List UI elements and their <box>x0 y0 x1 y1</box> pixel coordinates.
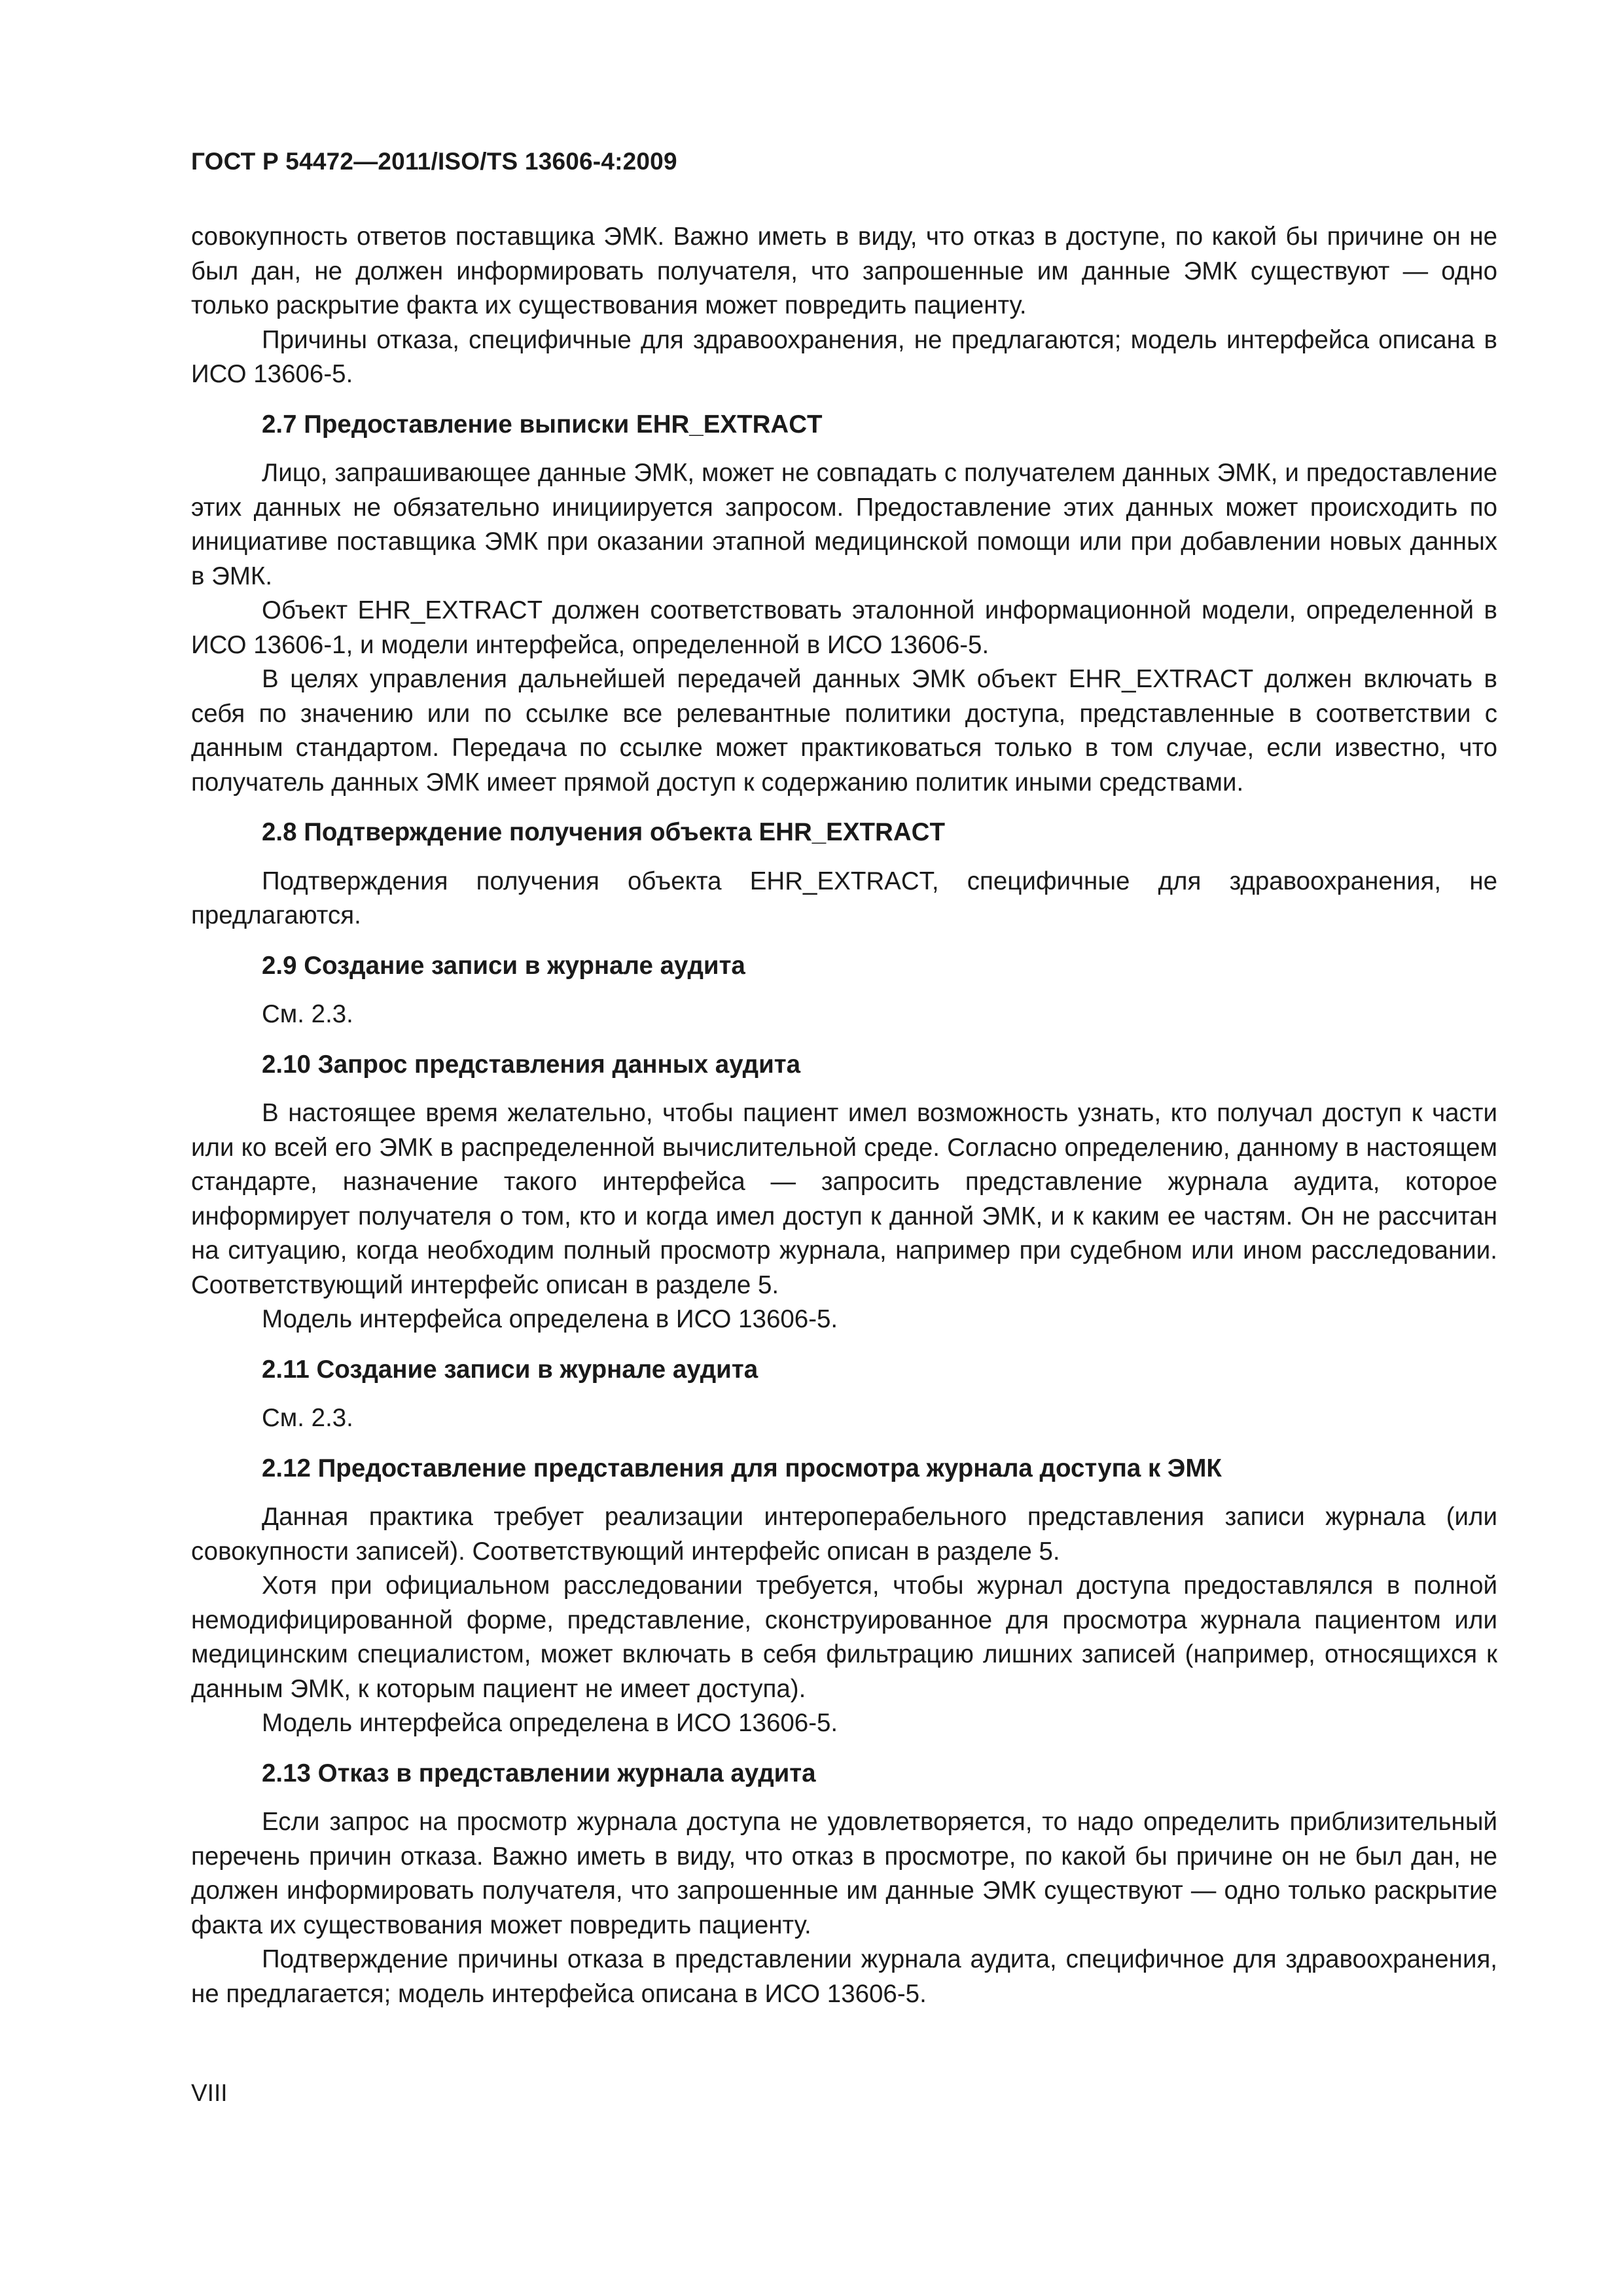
section-heading-2-12: 2.12 Предоставление представления для просмотра журнала доступа к ЭМК <box>262 1454 1222 1482</box>
paragraph: В настоящее время желательно, чтобы пациент имел возможность узнать, кто получал доступ к части или ко всей его ЭМК в распределенной вычислительной среде. Согласно определению, данному в настоящем стандарте, назначение такого интерфейса — запросить представление журнала аудита, которое информирует получателя о том, кто и когда имел доступ к данной ЭМК, и к каким ее частям. Он не рассчитан на ситуацию, когда необходим полный просмотр журнала, например при судебном или ином расследовании. Соответствующий интерфейс описан в разделе 5. <box>191 1099 1497 1299</box>
paragraph: См. 2.3. <box>262 1000 353 1028</box>
paragraph: Модель интерфейса определена в ИСО 13606-5. <box>262 1709 838 1737</box>
paragraph: Подтверждения получения объекта EHR_EXTRACT, специфичные для здравоохранения, не предлагаются. <box>191 867 1497 929</box>
section-heading-2-10: 2.10 Запрос представления данных аудита <box>262 1050 801 1079</box>
paragraph: В целях управления дальнейшей передачей данных ЭМК объект EHR_EXTRACT должен включать в себя по значению или по ссылке все релевантные политики доступа, представленные в соответствии с данным стандартом. Передача по ссылке может практиковаться только в том случае, если известно, что получатель данных ЭМК имеет прямой доступ к содержанию политик иными средствами. <box>191 665 1497 797</box>
document-header: ГОСТ Р 54472—2011/ISO/TS 13606-4:2009 <box>191 148 677 175</box>
paragraph: Модель интерфейса определена в ИСО 13606-5. <box>262 1305 838 1333</box>
paragraph: Если запрос на просмотр журнала доступа не удовлетворяется, то надо определить приблизительный перечень причин отказа. Важно иметь в виду, что отказ в просмотре, по какой бы причине он не был дан, не должен информировать получателя, что запрошенные им данные ЭМК существуют — одно только раскрытие факта их существования может повредить пациенту. <box>191 1808 1497 1939</box>
paragraph: Лицо, запрашивающее данные ЭМК, может не совпадать с получателем данных ЭМК, и предоставление этих данных не обязательно инициируется запросом. Предоставление этих данных может происходить по инициативе поставщика ЭМК при оказании этапной медицинской помощи или при добавлении новых данных в ЭМК. <box>191 459 1497 590</box>
paragraph: Подтверждение причины отказа в представлении журнала аудита, специфичное для здравоохранения, не предлагается; модель интерфейса описана в ИСО 13606-5. <box>191 1945 1497 2008</box>
section-heading-2-11: 2.11 Создание записи в журнале аудита <box>262 1355 758 1384</box>
section-heading-2-8: 2.8 Подтверждение получения объекта EHR_EXTRACT <box>262 818 945 846</box>
section-heading-2-13: 2.13 Отказ в представлении журнала аудита <box>262 1759 816 1787</box>
paragraph: Объект EHR_EXTRACT должен соответствовать эталонной информационной модели, определенной в ИСО 13606-1, и модели интерфейса, определенной в ИСО 13606-5. <box>191 596 1497 659</box>
paragraph: совокупность ответов поставщика ЭМК. Важно иметь в виду, что отказ в доступе, по какой бы причине он не был дан, не должен информировать получателя, что запрошенные им данные ЭМК существуют — одно только раскрытие факта их существования может повредить пациенту. <box>191 223 1497 319</box>
paragraph: Данная практика требует реализации интероперабельного представления записи журнала (или совокупности записей). Соответствующий интерфейс описан в разделе 5. <box>191 1503 1497 1566</box>
paragraph: См. 2.3. <box>262 1404 353 1432</box>
paragraph: Хотя при официальном расследовании требуется, чтобы журнал доступа предоставлялся в полной немодифицированной форме, представление, сконструированное для просмотра журнала пациентом или медицинским специалистом, может включать в себя фильтрацию лишних записей (например, относящихся к данным ЭМК, к которым пациент не имеет доступа). <box>191 1571 1497 1703</box>
section-heading-2-9: 2.9 Создание записи в журнале аудита <box>262 951 745 980</box>
paragraph: Причины отказа, специфичные для здравоохранения, не предлагаются; модель интерфейса описана в ИСО 13606-5. <box>191 325 1497 388</box>
page-number: VIII <box>191 2079 228 2106</box>
section-heading-2-7: 2.7 Предоставление выписки EHR_EXTRACT <box>262 410 823 439</box>
document-body <box>191 220 1497 2011</box>
